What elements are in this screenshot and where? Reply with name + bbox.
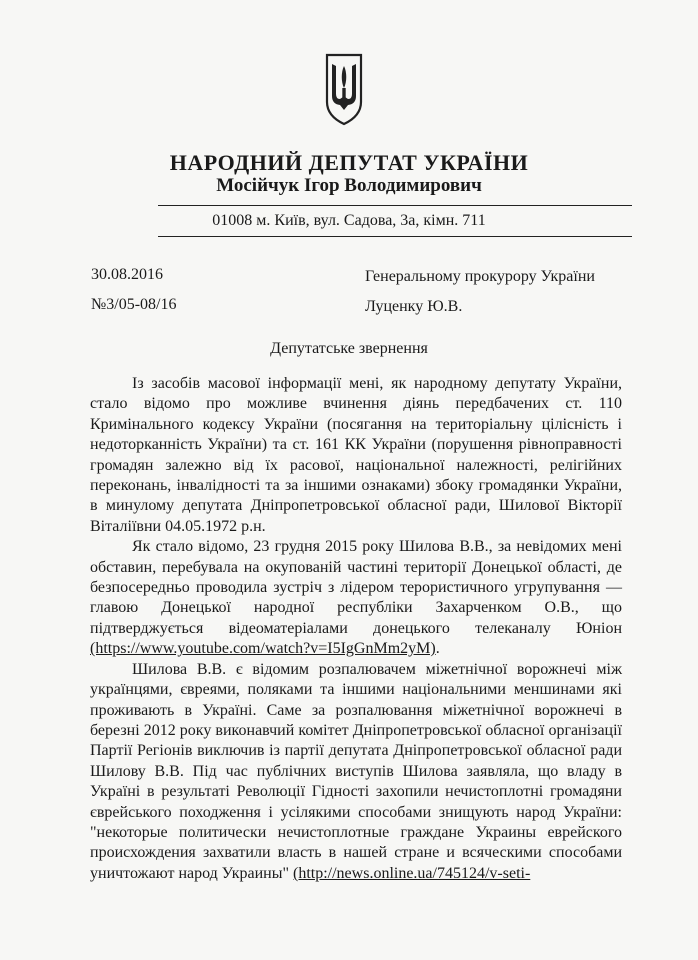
- paragraph-2-end: .: [435, 640, 440, 658]
- paragraph-2: [90, 537, 622, 659]
- header-title: НАРОДНИЙ ДЕПУТАТ УКРАЇНИ: [169, 150, 529, 175]
- letter-date: 30.08.2016: [91, 266, 163, 283]
- youtube-link[interactable]: (https://www.youtube.com/watch?v=I5IgGnMm2yM): [90, 640, 436, 658]
- paragraph-3-text: Шилова В.В. є відомим розпалювачем міжетнічної ворожнечі між українцями, євреями, поляками та іншими національними меншинами які проживають в Україні. Саме за розпалювання міжетнічної ворожнечі в березні 2012 року виконавчий комітет Дніпропетровської обласної організації Партії Регіонів виключив із партії депутата Дніпропетровської обласної ради Шилову В.В. Під час публічних виступів Шилова заявляла, що владу в Україні в результаті Революції Гідності захопили нечистоплотні громадяни єврейського походження і усілякими способами знищують народ України: "некоторые политически нечистоплотные граждане Украины еврейского происхождения захватили власть в нашей стране и всяческими способами уничтожают народ Украины": [90, 660, 622, 882]
- recipient-line2: Луценку Ю.В.: [365, 298, 463, 315]
- deputy-name: Мосійчук Ігор Володимирович: [216, 175, 482, 196]
- document-title: Депутатське звернення: [270, 340, 428, 357]
- divider-line: [158, 205, 632, 206]
- news-link[interactable]: (http://news.online.ua/745124/v-seti-: [293, 864, 531, 882]
- letter-number: №3/05-08/16: [91, 296, 177, 313]
- paragraph-3: [90, 660, 622, 884]
- paragraph-2-text: Як стало відомо, 23 грудня 2015 року Шилова В.В., за невідомих мені обставин, перебувала на окупованій частині території Донецької області, де безпосередньо проводила зустріч з лідером терористичного угрупування — главою Донецької народної республіки Захарченком О.В., що підтверджується відеоматеріалами донецького телеканалу Юніон: [90, 538, 622, 637]
- letter-body: [90, 374, 622, 884]
- divider-line: [158, 236, 632, 237]
- office-address: 01008 м. Київ, вул. Садова, 3а, кімн. 711: [212, 212, 486, 229]
- trident-emblem-icon: [321, 52, 367, 126]
- paragraph-1: Із засобів масової інформації мені, як народному депутату України, стало відомо про можливе вчинення діянь передбачених ст. 110 Кримінального кодексу України (посягання на територіальну цілісність і недоторканність України) та ст. 161 КК України (порушення рівноправності громадян залежно від їх расової, національної належності, релігійних переконань, інвалідності та за іншими ознаками) збоку громадянки України, в минулому депутата Дніпропетровської обласної ради, Шилової Вікторії Віталіївни 04.05.1972 р.н.: [90, 375, 622, 535]
- recipient-line1: Генеральному прокурору України: [365, 268, 595, 285]
